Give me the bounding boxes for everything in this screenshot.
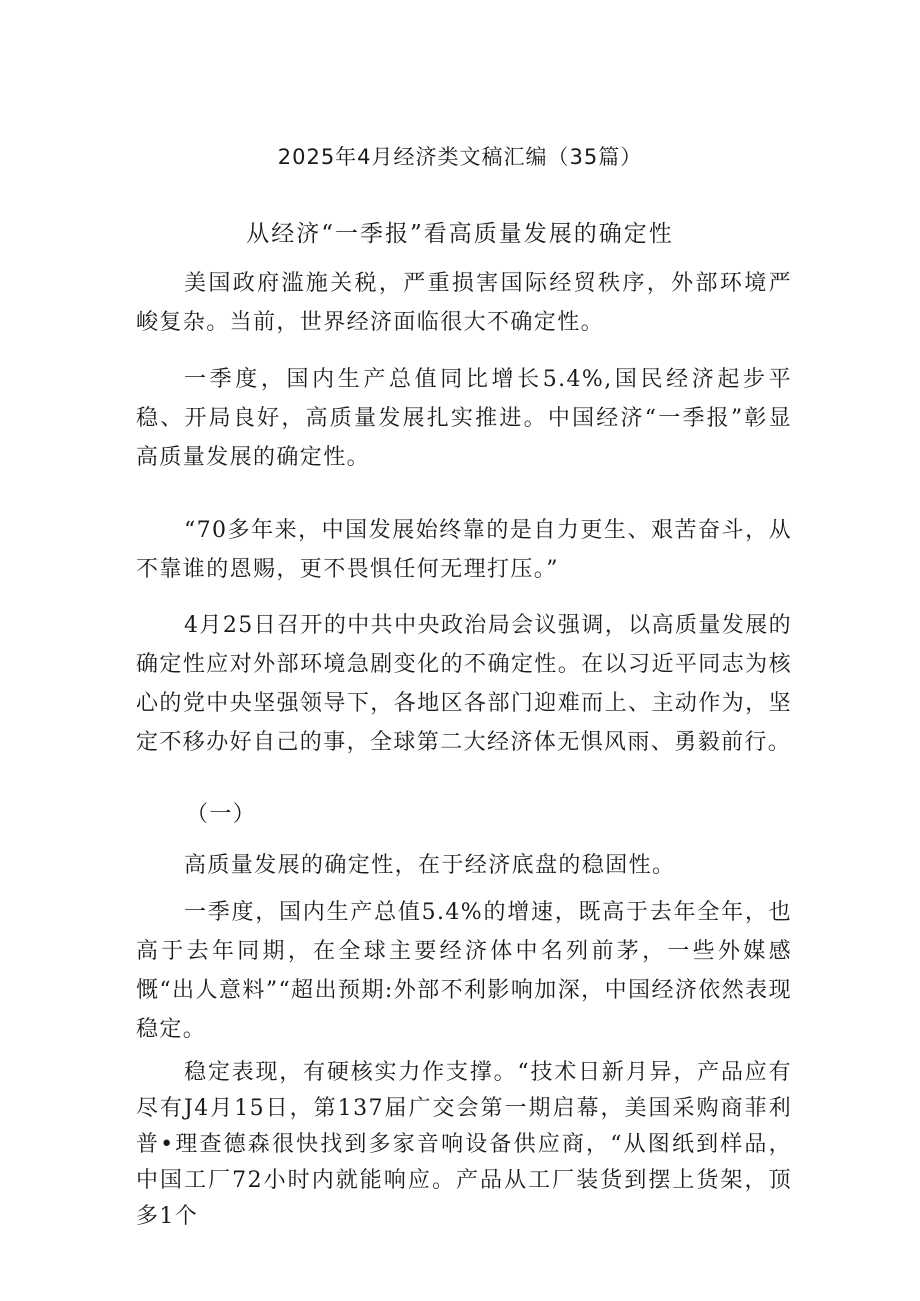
- paragraph-1: 美国政府滥施关税，严重损害国际经贸秩序，外部环境严峻复杂。当前，世界经济面临很大不确定性。: [136, 271, 792, 335]
- section-marker: （一）: [186, 802, 257, 827]
- document-title: 2025年4月经济类文稿汇编（35篇）: [277, 145, 643, 169]
- paragraph-5: 高质量发展的确定性，在于经济底盘的稳固性。: [184, 853, 676, 878]
- paragraph-4: 4月25日召开的中共中央政治局会议强调，以高质量发展的确定性应对外部环境急剧变化的不确定性。在以习近平同志为核心的党中央坚强领导下，各地区各部门迎难而上、主动作为，坚定不移办好自己的事，全球第二大经济体无惧风雨、勇毅前行。: [136, 613, 792, 755]
- paragraph-7: 稳定表现，有硬核实力作支撑。“技术日新月异，产品应有尽有J4月15日，第137届广交会第一期启幕，美国采购商菲利普•理查德森很快找到多家音响设备供应商，“从图纸到样品，中国工厂72小时内就能响应。产品从工厂装货到摆上货架，顶多1个: [136, 1060, 792, 1229]
- paragraph-3: “70多年来，中国发展始终靠的是自力更生、艰苦奋斗，从不靠谁的恩赐，更不畏惧任何无理打压。”: [136, 518, 792, 582]
- paragraph-2: 一季度，国内生产总值同比增长5.4%,国民经济起步平稳、开局良好，高质量发展扎实推进。中国经济“一季报”彰显高质量发展的确定性。: [136, 367, 792, 470]
- paragraph-6: 一季度，国内生产总值5.4%的增速，既高于去年全年，也高于去年同期，在全球主要经济体中名列前茅，一些外媒感慨“出人意料”“超出预期:外部不利影响加深，中国经济依然表现稳定。: [136, 900, 792, 1042]
- article-title: 从经济“一季报”看高质量发展的确定性: [246, 221, 674, 247]
